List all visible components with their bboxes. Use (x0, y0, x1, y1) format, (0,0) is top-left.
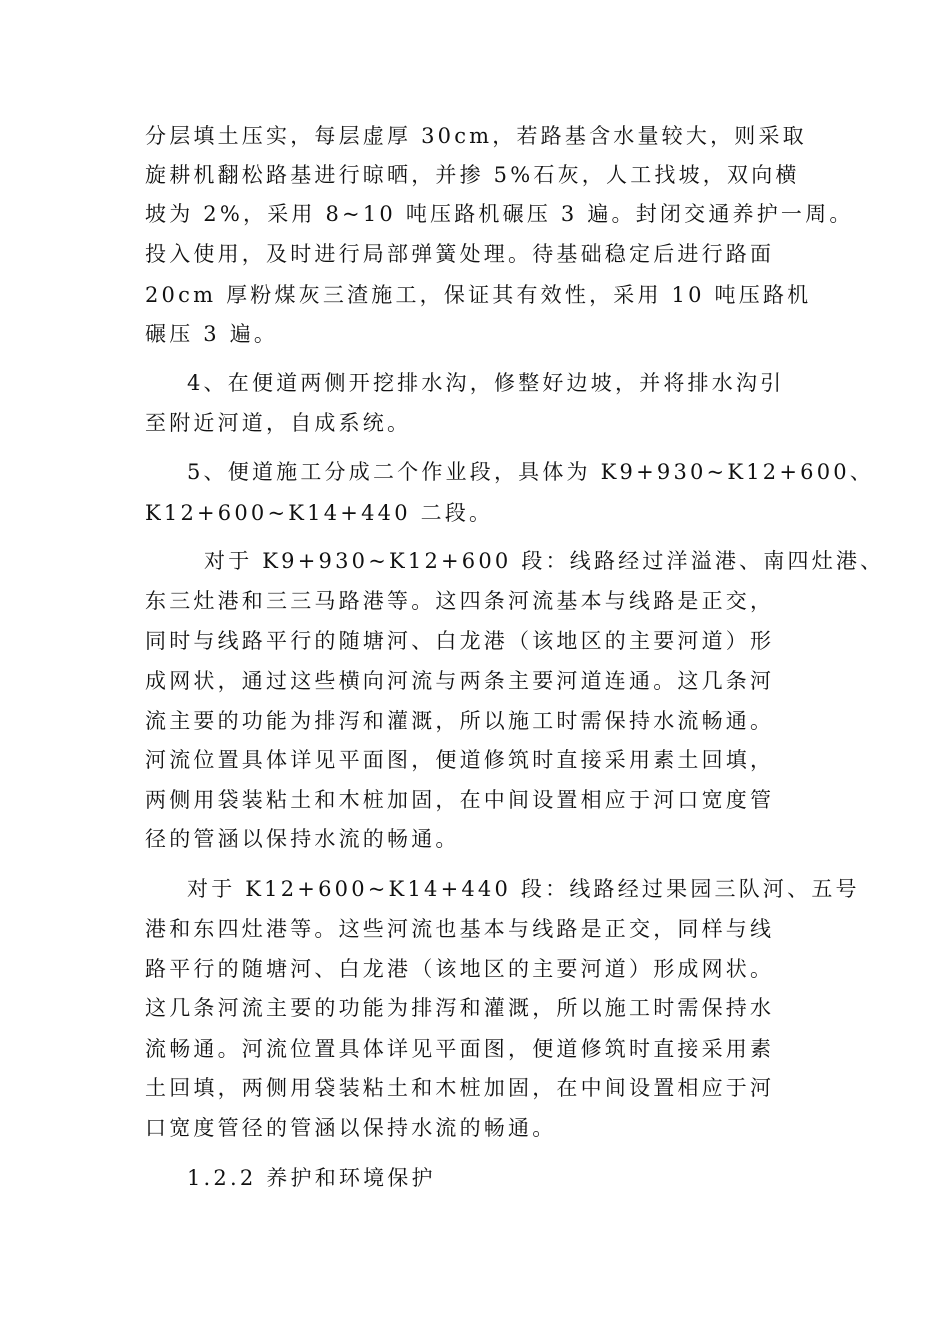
text-line: 20cm 厚粉煤灰三渣施工，保证其有效性，采用 10 吨压路机 (145, 283, 812, 307)
text-line: 路平行的随塘河、白龙港（该地区的主要河道）形成网状。 (145, 957, 775, 981)
text-line: 碾压 3 遍。 (145, 322, 279, 346)
text-line: 旋耕机翻松路基进行晾晒，并掺 5%石灰，人工找坡，双向横 (145, 163, 800, 187)
text-line: K12+600~K14+440 二段。 (145, 501, 494, 525)
text-line: 分层填土压实，每层虚厚 30cm，若路基含水量较大，则采取 (145, 124, 807, 148)
text-line: 同时与线路平行的随塘河、白龙港（该地区的主要河道）形 (145, 629, 775, 653)
text-line: 流畅通。河流位置具体详见平面图，便道修筑时直接采用素 (145, 1037, 775, 1061)
text-line: 流主要的功能为排泻和灌溉，所以施工时需保持水流畅通。 (145, 709, 775, 733)
section-heading: 1.2.2 养护和环境保护 (187, 1166, 436, 1190)
text-line: 这几条河流主要的功能为排泻和灌溉，所以施工时需保持水 (145, 996, 775, 1020)
text-line: 港和东四灶港等。这些河流也基本与线路是正交，同样与线 (145, 917, 775, 941)
text-line: 至附近河道，自成系统。 (145, 411, 412, 435)
text-line: 口宽度管径的管涵以保持水流的畅通。 (145, 1116, 557, 1140)
text-line: 河流位置具体详见平面图，便道修筑时直接采用素土回填， (145, 748, 775, 772)
text-line: 投入使用，及时进行局部弹簧处理。待基础稳定后进行路面 (145, 242, 775, 266)
text-line: 径的管涵以保持水流的畅通。 (145, 827, 460, 851)
paragraph-item-5: 5、便道施工分成二个作业段，具体为 K9+930~K12+600、 (187, 460, 875, 484)
text-line: 土回填，两侧用袋装粘土和木桩加固，在中间设置相应于河 (145, 1076, 775, 1100)
paragraph-section-2: 对于 K12+600~K14+440 段：线路经过果园三队河、五号 (187, 877, 860, 901)
text-line: 东三灶港和三三马路港等。这四条河流基本与线路是正交， (145, 589, 775, 613)
text-line: 两侧用袋装粘土和木桩加固，在中间设置相应于河口宽度管 (145, 788, 775, 812)
text-line: 成网状，通过这些横向河流与两条主要河道连通。这几条河 (145, 669, 775, 693)
paragraph-section-1: 对于 K9+930~K12+600 段：线路经过洋溢港、南四灶港、 (204, 549, 885, 573)
text-line: 坡为 2%，采用 8~10 吨压路机碾压 3 遍。封闭交通养护一周。 (145, 202, 854, 226)
paragraph-item-4: 4、在便道两侧开挖排水沟，修整好边坡，并将排水沟引 (187, 371, 785, 395)
